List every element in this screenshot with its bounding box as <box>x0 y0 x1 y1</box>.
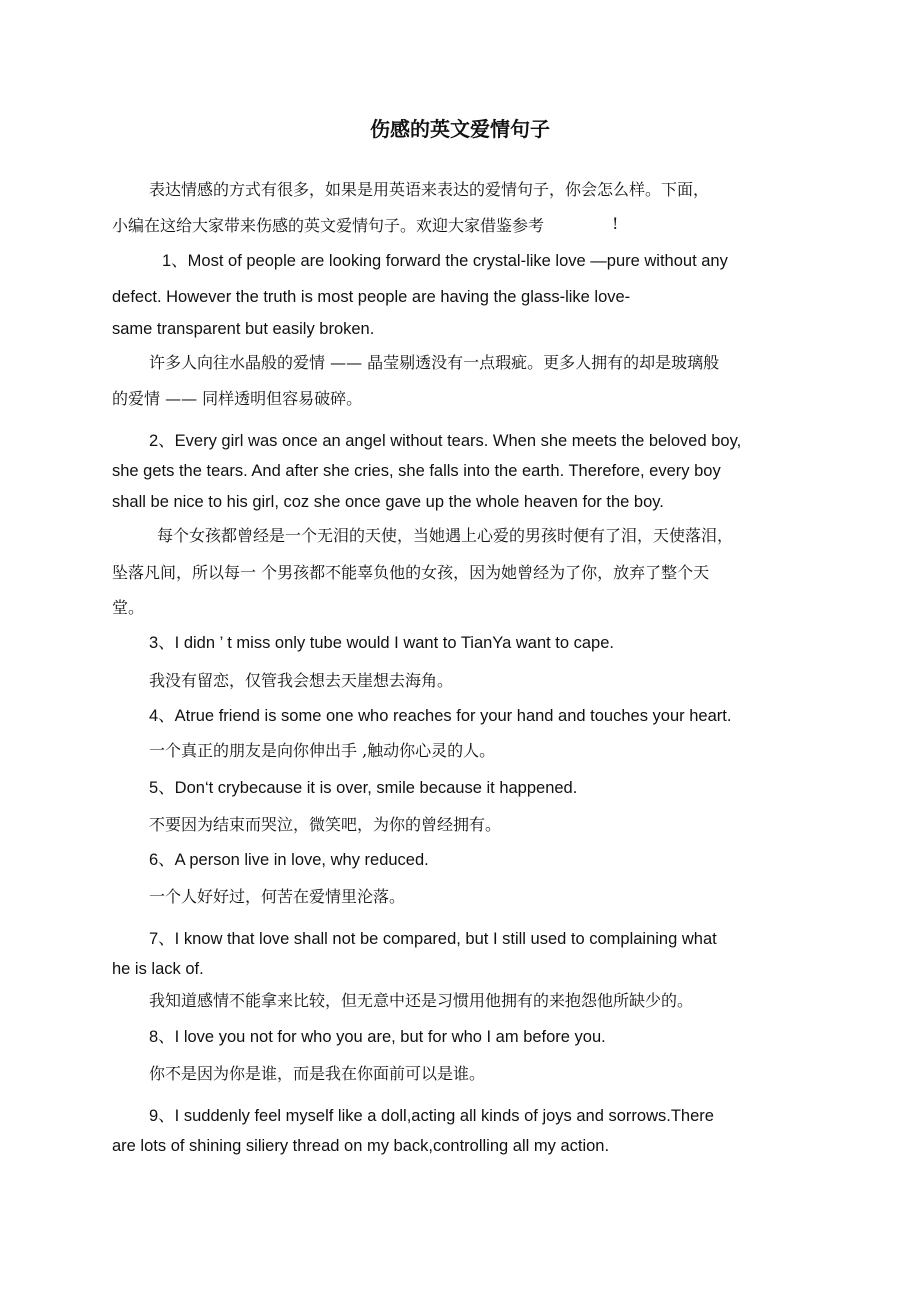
quote-english-line: 8、I love you not for who you are, but for who I am before you. <box>149 1028 606 1046</box>
quote-chinese-line: 许多人向往水晶般的爱情 —— 晶莹剔透没有一点瑕疵。更多人拥有的却是玻璃般 <box>149 353 720 372</box>
intro-line: 表达情感的方式有很多，如果是用英语来表达的爱情句子，你会怎么样。下面， <box>149 180 710 199</box>
quote-chinese-line: 坠落凡间，所以每一 个男孩都不能辜负他的女孩，因为她曾经为了你，放弃了整个天 <box>112 563 710 582</box>
quote-english-line: she gets the tears. And after she cries, she falls into the earth. Therefore, every boy <box>112 462 721 480</box>
quote-chinese-line: 每个女孩都曾经是一个无泪的天使，当她遇上心爱的男孩时便有了泪，天使落泪， <box>157 526 734 545</box>
quote-english-line: 4、Atrue friend is some one who reaches for your hand and touches your heart. <box>149 707 732 725</box>
intro-exclamation: ! <box>612 214 619 233</box>
quote-english-line: shall be nice to his girl, coz she once gave up the whole heaven for the boy. <box>112 493 664 511</box>
quote-english-line: are lots of shining siliery thread on my back,controlling all my action. <box>112 1137 610 1155</box>
quote-english-line: same transparent but easily broken. <box>112 320 375 338</box>
quote-english-line: 9、I suddenly feel myself like a doll,acting all kinds of joys and sorrows.There <box>149 1107 714 1125</box>
intro-line: 小编在这给大家带来伤感的英文爱情句子。欢迎大家借鉴参考 <box>112 216 545 235</box>
quote-chinese-line: 不要因为结束而哭泣，微笑吧，为你的曾经拥有。 <box>149 815 502 834</box>
page-title: 伤感的英文爱情句子 <box>370 117 550 141</box>
quote-chinese-line: 的爱情 —— 同样透明但容易破碎。 <box>112 389 363 408</box>
quote-english-line: 5、Don‘t crybecause it is over, smile because it happened. <box>149 779 578 797</box>
quote-english-line: he is lack of. <box>112 960 204 978</box>
quote-english-line: 2、Every girl was once an angel without tears. When she meets the beloved boy, <box>149 432 742 450</box>
quote-chinese-line: 堂。 <box>112 598 145 617</box>
quote-chinese-line: 一个人好好过，何苦在爱情里沦落。 <box>149 887 406 906</box>
quote-english-line: 3、I didn ’ t miss only tube would I want to TianYa want to cape. <box>149 634 614 652</box>
quote-chinese-line: 我知道感情不能拿来比较，但无意中还是习惯用他拥有的来抱怨他所缺少的。 <box>149 991 694 1010</box>
quote-english-line: defect. However the truth is most people are having the glass-like love- <box>112 288 631 306</box>
quote-chinese-line: 一个真正的朋友是向你伸出手 ,触动你心灵的人。 <box>149 741 496 760</box>
quote-chinese-line: 我没有留恋，仅管我会想去天崖想去海角。 <box>149 671 454 690</box>
quote-english-line: 6、A person live in love, why reduced. <box>149 851 429 869</box>
quote-english-line: 1、Most of people are looking forward the crystal-like love —pure without any <box>162 252 728 270</box>
quote-english-line: 7、I know that love shall not be compared, but I still used to complaining what <box>149 930 717 948</box>
quote-chinese-line: 你不是因为你是谁，而是我在你面前可以是谁。 <box>149 1064 486 1083</box>
